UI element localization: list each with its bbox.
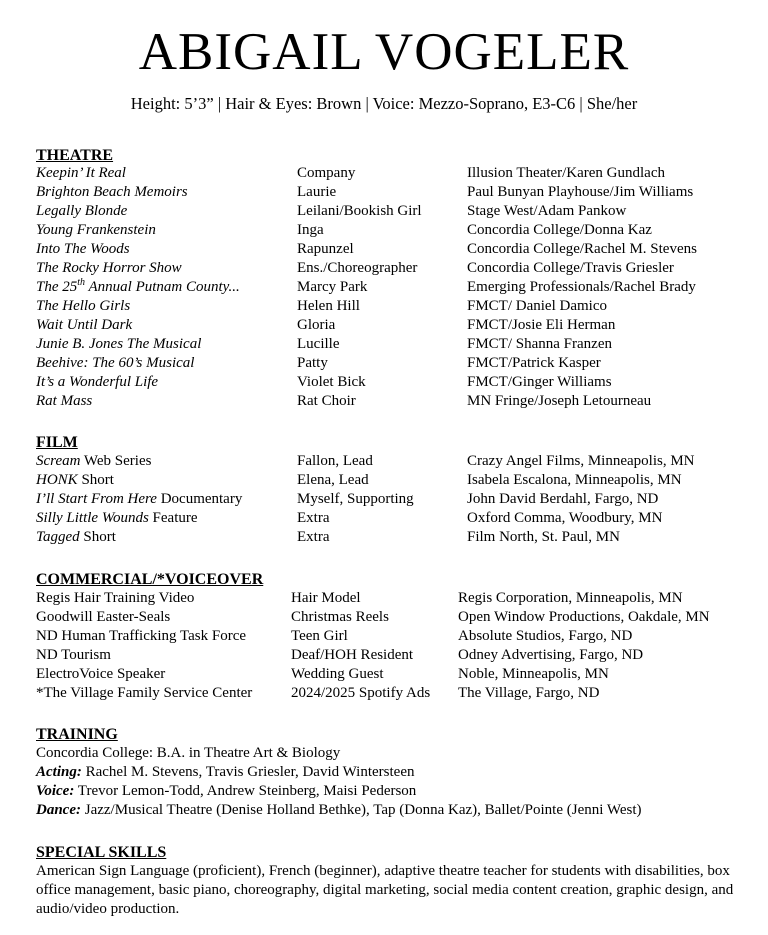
credit-role: Helen Hill (297, 298, 360, 314)
film-row (0, 452, 768, 471)
skills-heading: SPECIAL SKILLS (36, 844, 167, 861)
theatre-row (0, 335, 768, 354)
credit-title: Scream Web Series (36, 453, 152, 469)
credit-title: Goodwill Easter-Seals (36, 609, 171, 625)
theatre-row (0, 221, 768, 240)
credit-venue: FMCT/Patrick Kasper (467, 355, 601, 371)
film-row (0, 471, 768, 490)
credit-venue: Odney Advertising, Fargo, ND (458, 647, 644, 663)
credit-venue: Film North, St. Paul, MN (467, 529, 620, 545)
credit-venue: The Village, Fargo, ND (458, 685, 600, 701)
credit-venue: Concordia College/Travis Griesler (467, 260, 674, 276)
credit-role: 2024/2025 Spotify Ads (291, 685, 431, 701)
commercial-row (0, 684, 768, 703)
credit-title: Beehive: The 60’s Musical (36, 355, 195, 371)
credit-title: It’s a Wonderful Life (36, 374, 159, 390)
film-row (0, 528, 768, 547)
training-heading: TRAINING (36, 726, 118, 743)
credit-role: Teen Girl (291, 628, 348, 644)
credit-role: Rat Choir (297, 393, 356, 409)
credit-role: Marcy Park (297, 279, 368, 295)
credit-title: Junie B. Jones The Musical (36, 336, 202, 352)
credit-venue: FMCT/Josie Eli Herman (467, 317, 616, 333)
credit-venue: Absolute Studios, Fargo, ND (458, 628, 633, 644)
credit-title: Wait Until Dark (36, 317, 133, 333)
training-dance: Dance: Jazz/Musical Theatre (Denise Holland Bethke), Tap (Donna Kaz), Ballet/Pointe (Jenni West) (36, 802, 642, 818)
credit-role: Lucille (297, 336, 340, 352)
credit-role: Wedding Guest (291, 666, 384, 682)
credit-role: Violet Bick (297, 374, 366, 390)
commercial-row (0, 627, 768, 646)
credit-venue: MN Fringe/Joseph Letourneau (467, 393, 652, 409)
theatre-row (0, 354, 768, 373)
credit-title: ElectroVoice Speaker (36, 666, 166, 682)
credit-venue: Isabela Escalona, Minneapolis, MN (467, 472, 682, 488)
credit-title: I’ll Start From Here Documentary (36, 491, 243, 507)
credit-role: Extra (297, 529, 330, 545)
credit-venue: Paul Bunyan Playhouse/Jim Williams (467, 184, 694, 200)
credit-role: Patty (297, 355, 328, 371)
theatre-row (0, 240, 768, 259)
credit-title: Rat Mass (36, 393, 93, 409)
credit-title: Keepin’ It Real (36, 165, 126, 181)
credit-venue: Emerging Professionals/Rachel Brady (467, 279, 696, 295)
credit-role: Company (297, 165, 356, 181)
credit-role: Leilani/Bookish Girl (297, 203, 422, 219)
credit-venue: FMCT/ Daniel Damico (467, 298, 607, 314)
credit-venue: Stage West/Adam Pankow (467, 203, 627, 219)
credit-role: Inga (297, 222, 324, 238)
credit-title: Legally Blonde (36, 203, 128, 219)
personal-details: Height: 5’3” | Hair & Eyes: Brown | Voice: Mezzo-Soprano, E3-C6 | She/her (130, 94, 638, 113)
credit-venue: Concordia College/Donna Kaz (467, 222, 652, 238)
credit-title: Young Frankenstein (36, 222, 156, 238)
credit-venue: Open Window Productions, Oakdale, MN (458, 609, 710, 625)
theatre-row (0, 164, 768, 183)
credit-role: Fallon, Lead (297, 453, 373, 469)
credit-role: Deaf/HOH Resident (291, 647, 414, 663)
credit-title: Into The Woods (36, 241, 130, 257)
commercial-row (0, 589, 768, 608)
credit-venue: Concordia College/Rachel M. Stevens (467, 241, 697, 257)
theatre-row (0, 297, 768, 316)
credit-title: The Hello Girls (36, 298, 131, 314)
theatre-row (0, 373, 768, 392)
credit-title: Brighton Beach Memoirs (36, 184, 188, 200)
credit-title: Silly Little Wounds Feature (36, 510, 198, 526)
credit-venue: Crazy Angel Films, Minneapolis, MN (467, 453, 695, 469)
theatre-row (0, 202, 768, 221)
theatre-row (0, 183, 768, 202)
credit-role: Ens./Choreographer (297, 260, 418, 276)
credit-venue: Regis Corporation, Minneapolis, MN (458, 590, 683, 606)
credit-role: Myself, Supporting (297, 491, 414, 507)
commercial-row (0, 646, 768, 665)
credit-venue: Noble, Minneapolis, MN (458, 666, 609, 682)
credit-venue: Illusion Theater/Karen Gundlach (467, 165, 665, 181)
film-heading: FILM (36, 434, 78, 451)
commercial-row (0, 665, 768, 684)
credit-venue: FMCT/Ginger Williams (467, 374, 612, 390)
training-degree: Concordia College: B.A. in Theatre Art & Biology (36, 745, 341, 761)
theatre-heading: THEATRE (36, 147, 114, 164)
credit-title: ND Tourism (36, 647, 111, 663)
theatre-row (0, 278, 768, 297)
credit-venue: John David Berdahl, Fargo, ND (467, 491, 659, 507)
film-row (0, 490, 768, 509)
credit-title: Regis Hair Training Video (36, 590, 195, 606)
credit-role: Hair Model (291, 590, 361, 606)
credit-role: Elena, Lead (297, 472, 369, 488)
credit-role: Christmas Reels (291, 609, 389, 625)
training-voice: Voice: Trevor Lemon-Todd, Andrew Steinberg, Maisi Pederson (36, 783, 417, 799)
credit-role: Extra (297, 510, 330, 526)
theatre-row (0, 316, 768, 335)
training-acting: Acting: Rachel M. Stevens, Travis Griesler, David Wintersteen (36, 764, 415, 780)
resume-name: ABIGAIL VOGELER (138, 23, 630, 81)
credit-role: Rapunzel (297, 241, 354, 257)
credit-title: *The Village Family Service Center (36, 685, 253, 701)
credit-title: ND Human Trafficking Task Force (36, 628, 247, 644)
credit-venue: Oxford Comma, Woodbury, MN (467, 510, 663, 526)
credit-title: Tagged Short (36, 529, 116, 545)
theatre-row (0, 392, 768, 411)
credit-role: Gloria (297, 317, 336, 333)
credit-title: The 25th Annual Putnam County... (36, 277, 240, 295)
skills-text: American Sign Language (proficient), French (beginner), adaptive theatre teacher for students with disabilities, box office management, basic piano, choreography, digital marketing, social media content creation, graphic design, and audio/video production. (36, 863, 734, 917)
credit-role: Laurie (297, 184, 337, 200)
credit-title: The Rocky Horror Show (36, 260, 182, 276)
credit-venue: FMCT/ Shanna Franzen (467, 336, 612, 352)
film-row (0, 509, 768, 528)
commercial-row (0, 608, 768, 627)
theatre-row (0, 259, 768, 278)
commercial-heading: COMMERCIAL/*VOICEOVER (36, 571, 264, 588)
credit-title: HONK Short (36, 472, 114, 488)
